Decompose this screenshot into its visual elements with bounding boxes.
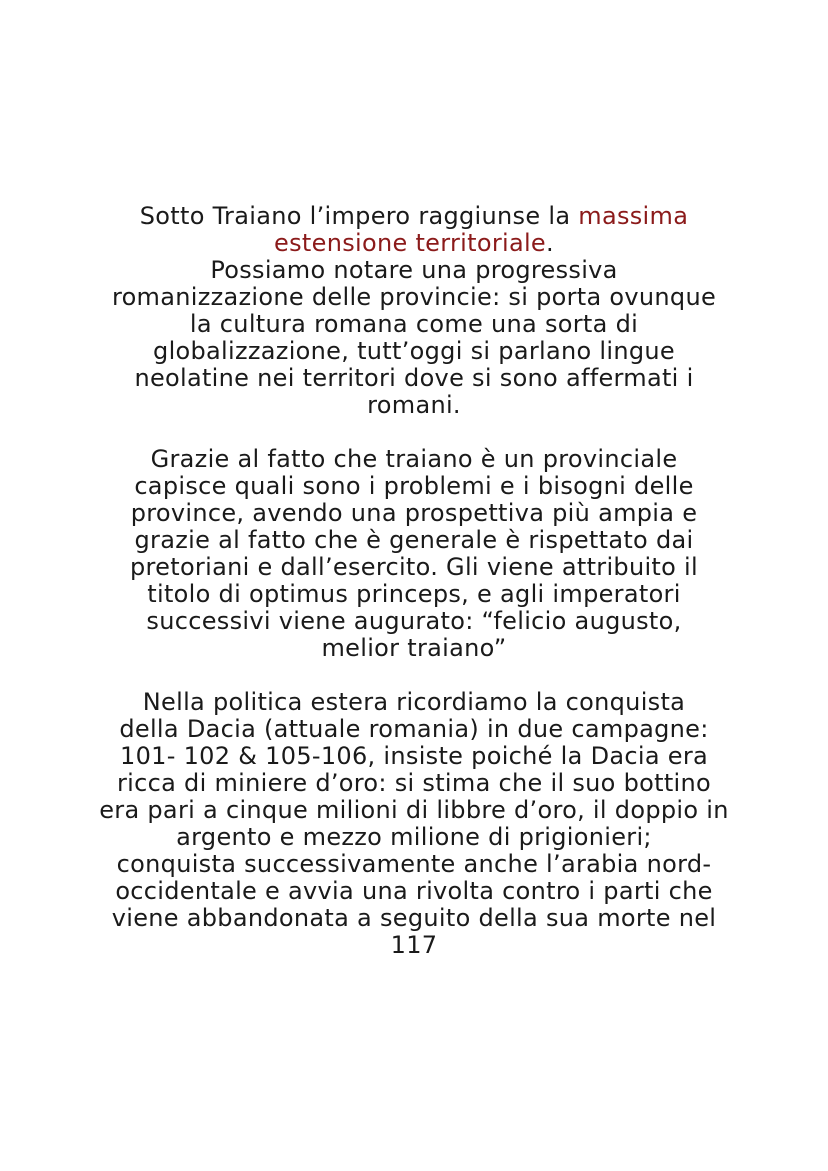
p3-line-4: ricca di miniere d’oro: si stima che il suo bottino: [117, 769, 711, 797]
document-body: [70, 203, 758, 959]
p2-line-1: Grazie al fatto che traiano è un provinciale: [150, 445, 678, 473]
p1-line-5: la cultura romana come una sorta di: [189, 310, 639, 338]
p1-line-2-text: .: [546, 229, 554, 257]
p1-line-2: [70, 230, 758, 257]
p3-line-8: occidentale e avvia una rivolta contro i parti che: [115, 877, 713, 905]
p2-line-5: pretoriani e dall’esercito. Gli viene attribuito il: [130, 553, 698, 581]
p3-line-9: viene abbandonata a seguito della sua morte nel: [111, 904, 717, 932]
p1-line-1-text: Sotto Traiano l’impero raggiunse la: [139, 202, 579, 230]
p1-line-7: neolatine nei territori dove si sono affermati i: [134, 364, 694, 392]
p3-line-1: Nella politica estera ricordiamo la conquista: [142, 688, 686, 716]
paragraph-gap: [70, 662, 758, 689]
p3-line-2: della Dacia (attuale romania) in due campagne:: [119, 715, 709, 743]
highlight-massima: massima: [578, 202, 689, 230]
p3-line-5: era pari a cinque milioni di libbre d’oro, il doppio in: [99, 796, 729, 824]
p2-line-2: capisce quali sono i problemi e i bisogni delle: [134, 472, 694, 500]
p2-line-8: melior traiano”: [321, 634, 507, 662]
p1-line-8: romani.: [367, 391, 461, 419]
p1-line-4: romanizzazione delle provincie: si porta ovunque: [111, 283, 717, 311]
paragraph-gap: [70, 419, 758, 446]
paragraph-3: [70, 689, 758, 959]
paragraph-1: [70, 203, 758, 419]
p3-line-6: argento e mezzo milione di prigionieri;: [176, 823, 652, 851]
p3-line-7: conquista successivamente anche l’arabia nord-: [116, 850, 712, 878]
p2-line-4: grazie al fatto che è generale è rispettato dai: [134, 526, 694, 554]
p2-line-7: successivi viene augurato: “felicio augusto,: [146, 607, 682, 635]
p1-line-1: [70, 203, 758, 230]
p2-line-6: titolo di optimus princeps, e agli imperatori: [147, 580, 681, 608]
highlight-estensione-territoriale: estensione territoriale: [274, 229, 546, 257]
p3-line-3: 101- 102 & 105-106, insiste poiché la Dacia era: [120, 742, 708, 770]
paragraph-2: [70, 446, 758, 662]
p2-line-3: province, avendo una prospettiva più ampia e: [130, 499, 698, 527]
p3-line-10: 117: [390, 931, 438, 959]
p1-line-3: Possiamo notare una progressiva: [210, 256, 618, 284]
p1-line-6: globalizzazione, tutt’oggi si parlano lingue: [153, 337, 675, 365]
